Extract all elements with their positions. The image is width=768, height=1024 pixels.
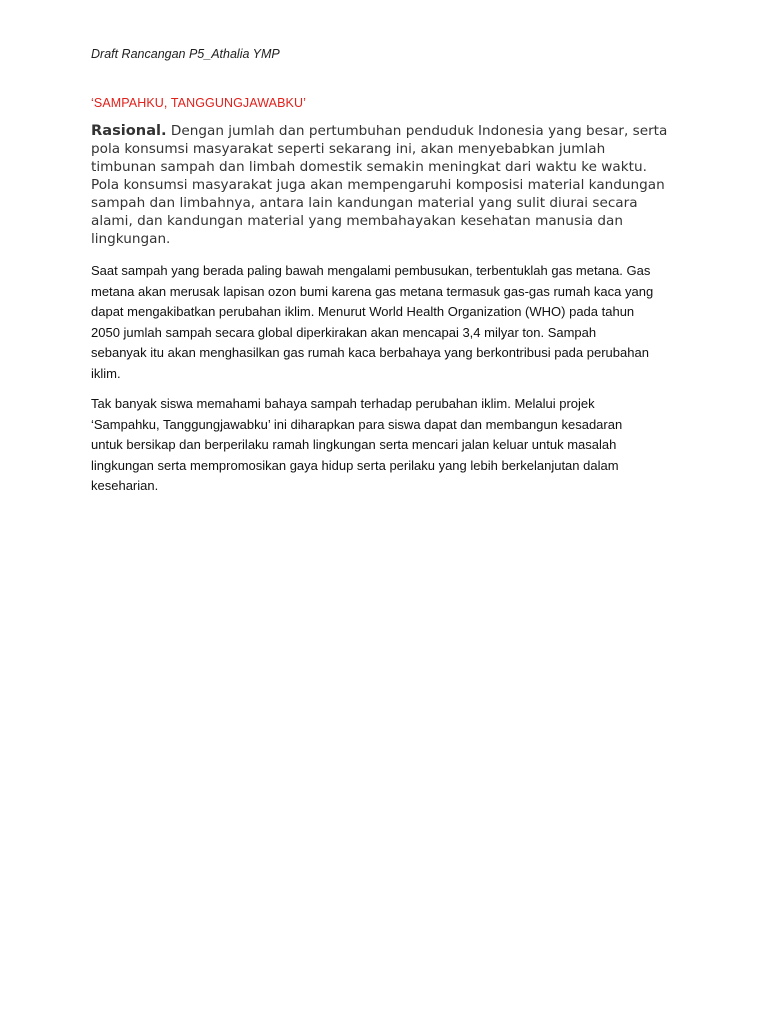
rasional-line-1 [91,122,691,140]
paragraph-line: ‘Sampahku, Tanggungjawabku’ ini diharapkan para siswa dapat dan membangun kesadaran [91,416,623,432]
rasional-line: alami, dan kandungan material yang membahayakan kesehatan manusia dan [91,213,623,229]
rasional-line: lingkungan. [91,231,171,247]
paragraph-line: metana akan merusak lapisan ozon bumi karena gas metana termasuk gas-gas rumah kaca yang [91,283,654,299]
paragraph-line: iklim. [91,365,121,381]
paragraph-line: keseharian. [91,478,159,494]
rasional-line: Pola konsumsi masyarakat juga akan mempengaruhi komposisi material kandungan [91,177,665,193]
paragraph-line: sebanyak itu akan menghasilkan gas rumah kaca berbahaya yang berkontribusi pada perubahan [91,345,649,361]
rasional-lead: Rasional. [91,122,167,139]
paragraph-line: lingkungan serta mempromosikan gaya hidup serta perilaku yang lebih berkelanjutan dalam [91,457,619,473]
paragraph-line: Saat sampah yang berada paling bawah mengalami pembusukan, terbentuklah gas metana. Gas [91,263,651,278]
body-paragraph-1 [91,261,691,385]
rasional-line-1-text: Dengan jumlah dan pertumbuhan penduduk Indonesia yang besar, serta [166,123,668,139]
body-paragraph-2 [91,394,691,497]
page-header: Draft Rancangan P5_Athalia YMP [91,47,280,61]
paragraph-line: Tak banyak siswa memahami bahaya sampah terhadap perubahan iklim. Melalui projek [91,396,595,411]
document-title: ‘SAMPAHKU, TANGGUNGJAWABKU’ [91,96,306,110]
rasional-paragraph [91,122,691,248]
paragraph-line: untuk bersikap dan berperilaku ramah lingkungan serta mencari jalan keluar untuk masalah [91,437,617,453]
rasional-line: pola konsumsi masyarakat seperti sekarang ini, akan menyebabkan jumlah [91,141,606,157]
paragraph-line: 2050 jumlah sampah secara global diperkirakan akan mencapai 3,4 milyar ton. Sampah [91,324,597,340]
rasional-line: timbunan sampah dan limbah domestik semakin meningkat dari waktu ke waktu. [91,159,647,175]
rasional-line: sampah dan limbahnya, antara lain kandungan material yang sulit diurai secara [91,195,638,211]
paragraph-line: dapat mengakibatkan perubahan iklim. Menurut World Health Organization (WHO) pada tahun [91,304,635,320]
